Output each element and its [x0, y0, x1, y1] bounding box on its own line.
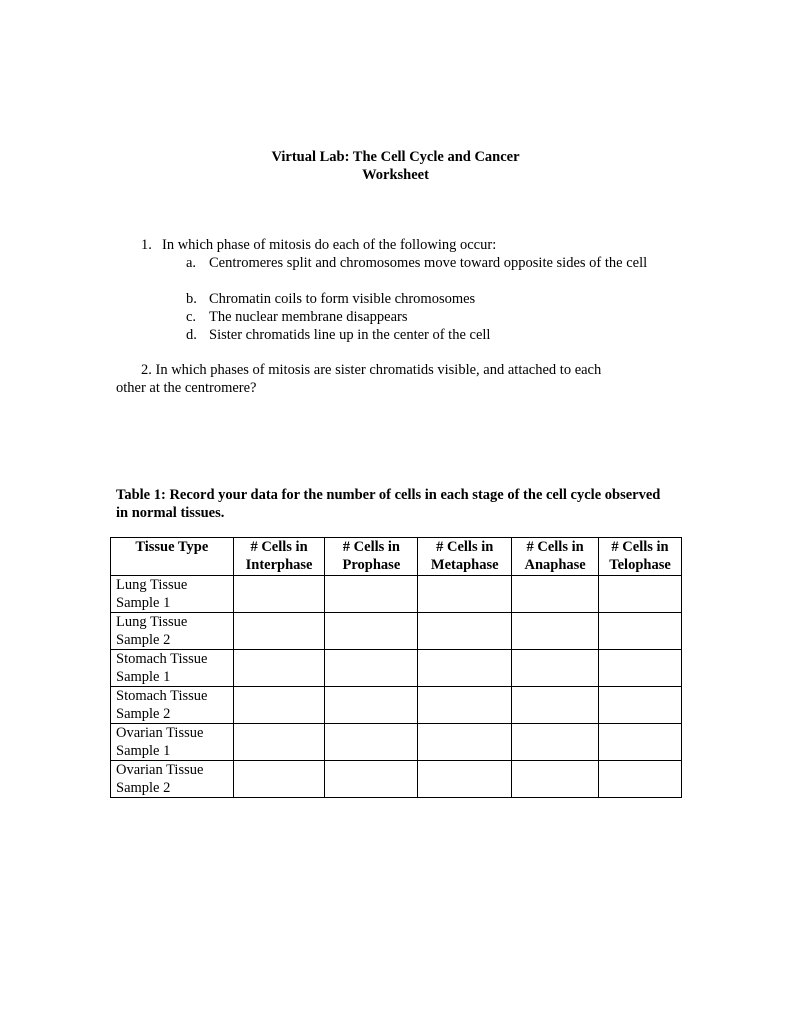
count-cell-telophase[interactable] [599, 613, 682, 650]
count-cell-metaphase[interactable] [418, 724, 512, 761]
count-cell-interphase[interactable] [233, 687, 325, 724]
table-row [111, 761, 682, 798]
count-cell-prophase[interactable] [325, 613, 418, 650]
title-line-2: Worksheet [362, 167, 429, 183]
header-line: Anaphase [524, 557, 586, 573]
header-line: Interphase [245, 557, 313, 573]
count-cell-telophase[interactable] [599, 687, 682, 724]
sample-name: Sample 2 [116, 706, 171, 722]
header-line: Metaphase [430, 557, 499, 573]
table-1-caption: Table 1: Record your data for the number of cells in each stage of the cell cycle observed in normal tissues. [116, 487, 661, 521]
item-text: The nuclear membrane disappears [209, 309, 408, 325]
table-row [111, 687, 682, 724]
header-line: # Cells in [611, 539, 669, 555]
count-cell-anaphase[interactable] [512, 761, 599, 798]
header-line: # Cells in [526, 539, 584, 555]
tissue-name: Ovarian Tissue [116, 725, 204, 741]
sample-name: Sample 1 [116, 669, 171, 685]
tissue-cell [111, 650, 234, 687]
count-cell-anaphase[interactable] [512, 724, 599, 761]
item-text: Sister chromatids line up in the center of the cell [209, 327, 491, 343]
question-2 [116, 361, 656, 397]
count-cell-anaphase[interactable] [512, 613, 599, 650]
table-row [111, 724, 682, 761]
header-prophase [325, 538, 418, 576]
question-2-line-1: 2. In which phases of mitosis are sister chromatids visible, and attached to each [141, 362, 602, 378]
count-cell-metaphase[interactable] [418, 613, 512, 650]
header-line: Tissue Type [135, 539, 209, 555]
count-cell-interphase[interactable] [233, 576, 325, 613]
table-header-row [111, 538, 682, 576]
header-tissue-type [111, 538, 234, 576]
count-cell-interphase[interactable] [233, 724, 325, 761]
worksheet-title [0, 148, 791, 184]
item-letter: b. [186, 291, 197, 307]
title-line-1: Virtual Lab: The Cell Cycle and Cancer [271, 149, 520, 165]
count-cell-metaphase[interactable] [418, 576, 512, 613]
count-cell-interphase[interactable] [233, 613, 325, 650]
count-cell-prophase[interactable] [325, 761, 418, 798]
count-cell-prophase[interactable] [325, 724, 418, 761]
tissue-name: Stomach Tissue [116, 688, 208, 704]
header-line: Prophase [342, 557, 401, 573]
sample-name: Sample 1 [116, 743, 171, 759]
header-line: # Cells in [436, 539, 494, 555]
count-cell-prophase[interactable] [325, 687, 418, 724]
count-cell-anaphase[interactable] [512, 576, 599, 613]
header-interphase [233, 538, 325, 576]
item-letter: d. [186, 327, 197, 343]
count-cell-anaphase[interactable] [512, 687, 599, 724]
header-anaphase [512, 538, 599, 576]
tissue-name: Ovarian Tissue [116, 762, 204, 778]
count-cell-interphase[interactable] [233, 650, 325, 687]
item-text: Centromeres split and chromosomes move toward opposite sides of the cell [209, 255, 648, 271]
header-metaphase [418, 538, 512, 576]
count-cell-telophase[interactable] [599, 761, 682, 798]
table-row [111, 576, 682, 613]
count-cell-prophase[interactable] [325, 576, 418, 613]
tissue-name: Lung Tissue [116, 577, 188, 593]
count-cell-telophase[interactable] [599, 650, 682, 687]
header-line: # Cells in [342, 539, 400, 555]
question-2-line-2: other at the centromere? [116, 380, 257, 396]
tissue-cell [111, 613, 234, 650]
table-1 [110, 537, 682, 798]
sample-name: Sample 1 [116, 595, 171, 611]
tissue-name: Stomach Tissue [116, 651, 208, 667]
item-letter: c. [186, 309, 197, 325]
count-cell-prophase[interactable] [325, 650, 418, 687]
item-text: Chromatin coils to form visible chromosomes [209, 291, 476, 307]
header-line: # Cells in [250, 539, 308, 555]
count-cell-metaphase[interactable] [418, 761, 512, 798]
tissue-cell [111, 576, 234, 613]
header-line: Telophase [609, 557, 671, 573]
table-row [111, 650, 682, 687]
tissue-cell [111, 724, 234, 761]
sample-name: Sample 2 [116, 780, 171, 796]
count-cell-metaphase[interactable] [418, 650, 512, 687]
count-cell-metaphase[interactable] [418, 687, 512, 724]
table-row [111, 613, 682, 650]
count-cell-interphase[interactable] [233, 761, 325, 798]
tissue-name: Lung Tissue [116, 614, 188, 630]
tissue-cell [111, 761, 234, 798]
count-cell-telophase[interactable] [599, 724, 682, 761]
header-telophase [599, 538, 682, 576]
question-1-number: 1. [141, 237, 152, 253]
count-cell-anaphase[interactable] [512, 650, 599, 687]
question-1-text: In which phase of mitosis do each of the following occur: [162, 237, 497, 253]
sample-name: Sample 2 [116, 632, 171, 648]
count-cell-telophase[interactable] [599, 576, 682, 613]
tissue-cell [111, 687, 234, 724]
item-letter: a. [186, 255, 197, 271]
